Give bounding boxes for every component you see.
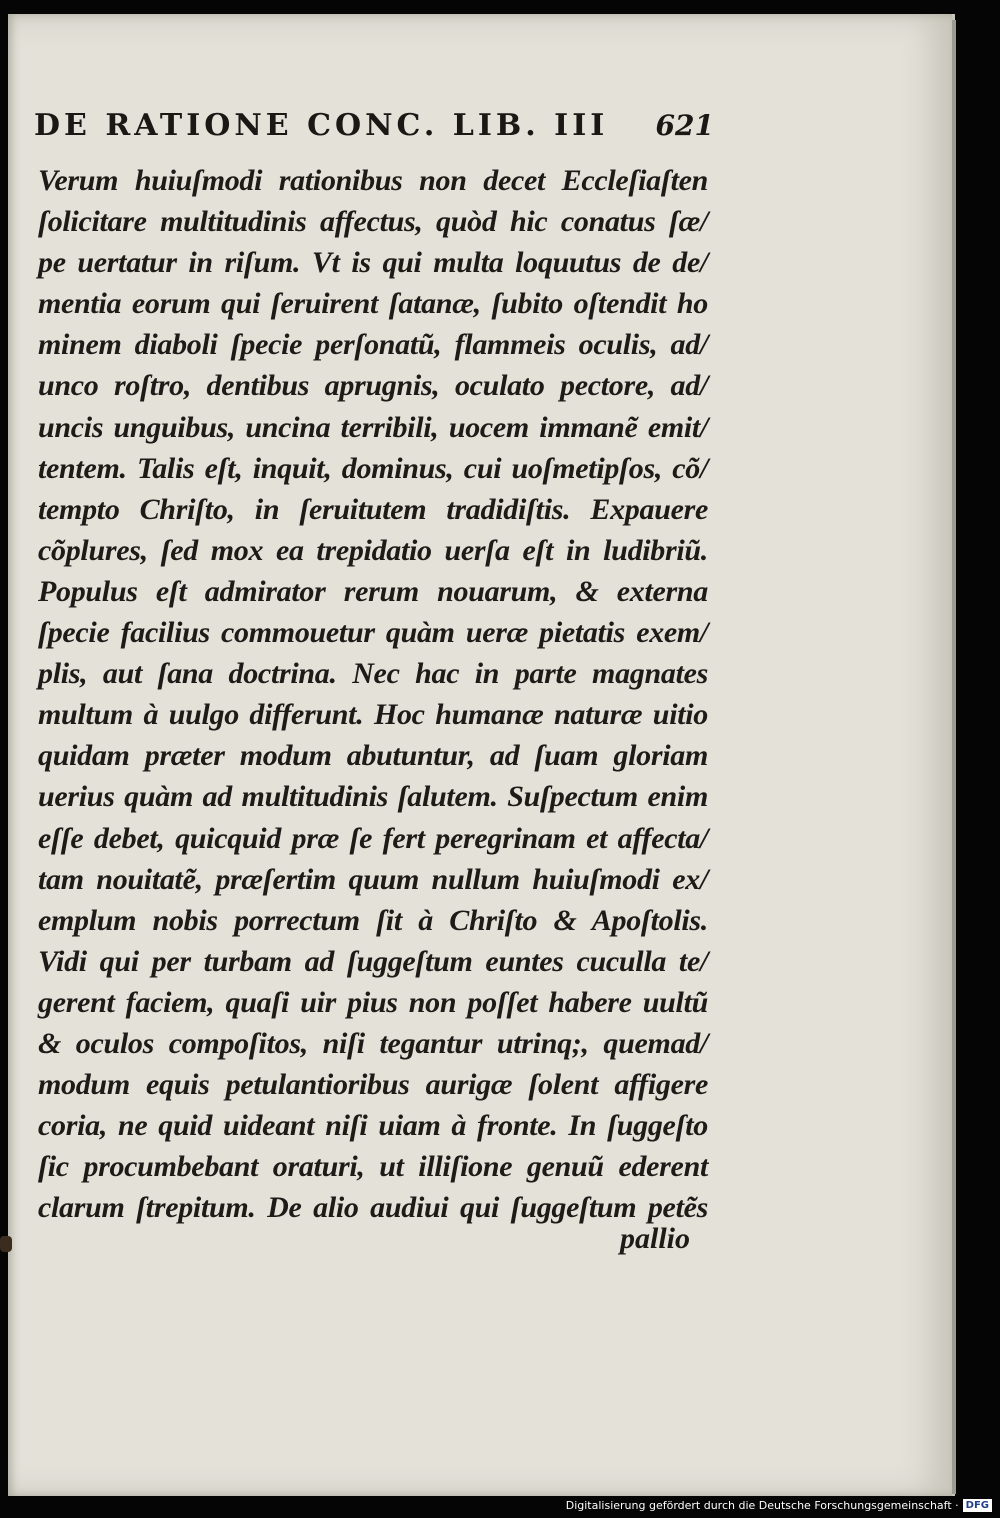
- text-line: modum equis petulantioribus aurigæ ſolent affigere: [38, 1068, 708, 1102]
- text-line: Vidi qui per turbam ad ſuggeſtum euntes cuculla te/: [38, 944, 708, 978]
- text-line: clarum ſtrepitum. De alio audiui qui ſuggeſtum petẽs: [38, 1191, 708, 1225]
- text-line: uerius quàm ad multitudinis ſalutem. Suſpectum enim: [38, 780, 708, 814]
- text-line: tam nouitatẽ, præſertim quum nullum huiuſmodi ex/: [38, 862, 708, 896]
- text-line: emplum nobis porrectum ſit à Chriſto & Apoſtolis.: [38, 903, 708, 937]
- text-line: multum à uulgo differunt. Hoc humanæ naturæ uitio: [38, 698, 708, 732]
- running-head: DE RATIONE CONC. LIB. III: [34, 108, 609, 143]
- page-header: [34, 108, 714, 158]
- digitization-footer: [566, 1496, 992, 1514]
- text-line: tempto Chriſto, in ſeruitutem tradidiſtis. Expauere: [38, 492, 708, 526]
- dfg-logo: DFG: [963, 1499, 992, 1512]
- page-number: 621: [655, 109, 714, 142]
- text-line: & oculos compoſitos, niſi tegantur utrinq;, quemad/: [38, 1026, 708, 1060]
- text-line: tentem. Talis eſt, inquit, dominus, cui uoſmetipſos, cõ/: [38, 451, 708, 485]
- text-line: ſpecie facilius commouetur quàm ueræ pietatis exem/: [38, 616, 708, 650]
- text-line: pe uertatur in riſum. Vt is qui multa loquutus de de/: [38, 246, 708, 280]
- page-edge: [952, 20, 956, 1494]
- binding-mark: [0, 1236, 12, 1252]
- text-line: plis, aut ſana doctrina. Nec hac in parte magnates: [38, 657, 708, 691]
- text-line: mentia eorum qui ſeruirent ſatanæ, ſubito oſtendit ho: [38, 287, 708, 321]
- text-line: eſſe debet, quicquid præ ſe fert peregrinam et affecta/: [38, 821, 708, 855]
- text-line: Populus eſt admirator rerum nouarum, & externa: [38, 574, 708, 608]
- text-line: unco roſtro, dentibus aprugnis, oculato pectore, ad/: [38, 369, 708, 403]
- text-line: minem diaboli ſpecie perſonatũ, flammeis oculis, ad/: [38, 328, 708, 362]
- text-line: uncis unguibus, uncina terribili, uocem immanẽ emit/: [38, 410, 708, 444]
- text-line: Verum huiuſmodi rationibus non decet Eccleſiaſten: [38, 164, 708, 197]
- text-line: ſolicitare multitudinis affectus, quòd hic conatus ſæ/: [38, 205, 708, 239]
- text-line: quidam præter modum abutuntur, ad ſuam gloriam: [38, 739, 708, 773]
- text-line: coria, ne quid uideant niſi uiam à fronte. In ſuggeſto: [38, 1109, 708, 1143]
- text-line: gerent faciem, quaſi uir pius non poſſet habere uultũ: [38, 985, 708, 1019]
- text-line: ſic procumbebant oraturi, ut illiſione genuũ ederent: [38, 1150, 708, 1184]
- body-text: [38, 160, 708, 1228]
- text-line: cõplures, ſed mox ea trepidatio uerſa eſt in ludibriũ.: [38, 533, 708, 567]
- footer-credit: Digitalisierung gefördert durch die Deutsche Forschungsgemeinschaft ·: [565, 1498, 959, 1512]
- catchword: pallio: [620, 1222, 691, 1255]
